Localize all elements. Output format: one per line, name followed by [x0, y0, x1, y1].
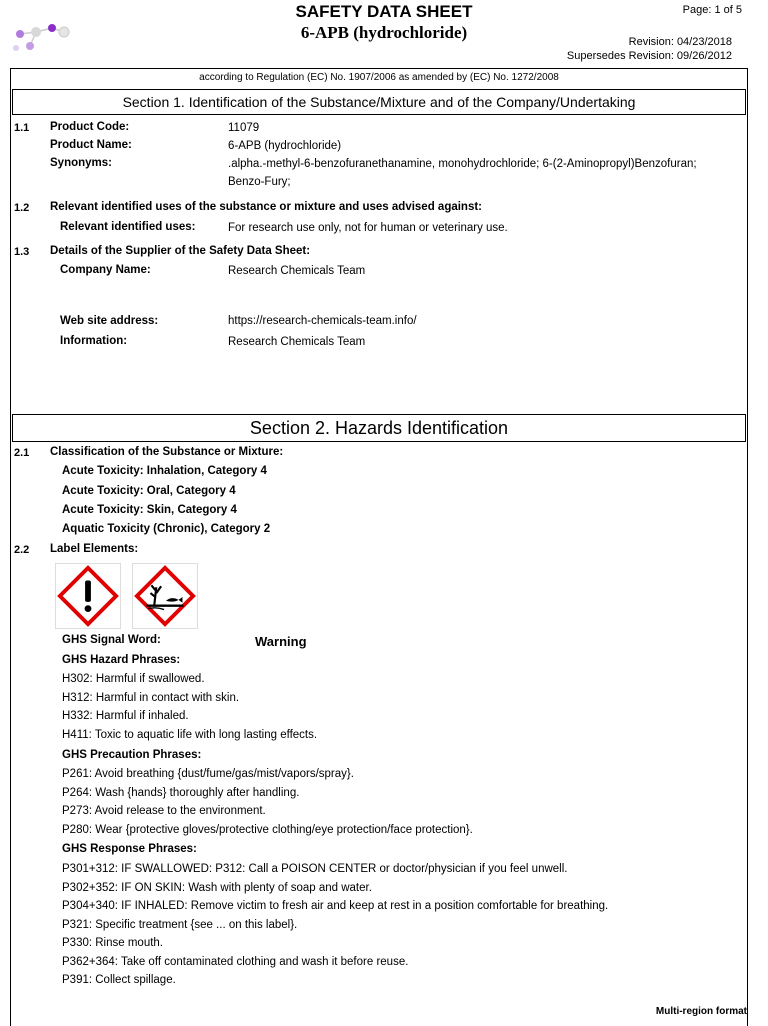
- hazard-phrase: H302: Harmful if swallowed.: [62, 673, 205, 685]
- hazard-phrase: H411: Toxic to aquatic life with long lasting effects.: [62, 729, 318, 741]
- response-phrase: P330: Rinse mouth.: [62, 937, 164, 949]
- hazard-phrases-heading: GHS Hazard Phrases:: [62, 654, 181, 666]
- product-name-value: 6-APB (hydrochloride): [228, 140, 342, 152]
- response-phrase: P362+364: Take off contaminated clothing and wash it before reuse.: [62, 956, 409, 968]
- section-1-heading: Section 1. Identification of the Substance/Mixture and of the Company/Undertaking: [12, 89, 746, 115]
- product-name-label: Product Name:: [50, 139, 132, 151]
- label-elements-heading: Label Elements:: [50, 543, 139, 555]
- section-number: 2.2: [14, 544, 30, 556]
- product-code-value: 11079: [228, 122, 260, 134]
- uses-heading: Relevant identified uses of the substance or mixture and uses advised against:: [50, 201, 483, 213]
- company-value: Research Chemicals Team: [228, 265, 366, 277]
- revision-date: Revision: 04/23/2018: [628, 36, 732, 48]
- response-phrase: P304+340: IF INHALED: Remove victim to fresh air and keep at rest in a position comfortable for breathing.: [62, 900, 609, 912]
- synonyms-label: Synonyms:: [50, 157, 112, 169]
- exclamation-mark-pictogram-icon: [55, 563, 121, 629]
- precaution-phrase: P273: Avoid release to the environment.: [62, 805, 266, 817]
- classification-item: Acute Toxicity: Skin, Category 4: [62, 504, 237, 516]
- document-title: SAFETY DATA SHEET: [295, 2, 473, 21]
- precaution-phrase: P261: Avoid breathing {dust/fume/gas/mist/vapors/spray}.: [62, 768, 354, 780]
- response-phrase: P301+312: IF SWALLOWED: P312: Call a POISON CENTER or doctor/physician if you feel unwell.: [62, 863, 568, 875]
- website-label: Web site address:: [60, 315, 159, 327]
- section-number: 1.3: [14, 246, 30, 258]
- section-number: 2.1: [14, 447, 30, 459]
- information-label: Information:: [60, 335, 128, 347]
- precaution-phrase: P264: Wash {hands} thoroughly after handling.: [62, 787, 300, 799]
- product-code-label: Product Code:: [50, 121, 130, 133]
- section-2-heading: Section 2. Hazards Identification: [12, 414, 746, 442]
- product-subtitle: 6-APB (hydrochloride): [300, 23, 468, 42]
- synonyms-value: .alpha.-methyl-6-benzofuranethanamine, monohydrochloride; 6-(2-Aminopropyl)Benzofuran;: [228, 158, 697, 170]
- classification-item: Aquatic Toxicity (Chronic), Category 2: [62, 523, 271, 535]
- uses-value: For research use only, not for human or veterinary use.: [228, 222, 508, 234]
- supersedes-date: Supersedes Revision: 09/26/2012: [566, 50, 732, 62]
- environment-pictogram-icon: [132, 563, 198, 629]
- response-phrase: P391: Collect spillage.: [62, 974, 176, 986]
- precaution-phrase: P280: Wear {protective gloves/protective clothing/eye protection/face protection}.: [62, 824, 473, 836]
- uses-label: Relevant identified uses:: [60, 221, 196, 233]
- signal-word-label: GHS Signal Word:: [62, 634, 161, 646]
- response-phrase: P302+352: IF ON SKIN: Wash with plenty of soap and water.: [62, 882, 372, 894]
- format-footer: Multi-region format: [655, 1006, 747, 1017]
- website-link[interactable]: https://research-chemicals-team.info/: [228, 315, 417, 327]
- section-number: 1.1: [14, 122, 30, 134]
- hazard-phrase: H312: Harmful in contact with skin.: [62, 692, 240, 704]
- information-value: Research Chemicals Team: [228, 336, 366, 348]
- synonyms-value-continued: Benzo-Fury;: [228, 176, 291, 188]
- supplier-heading: Details of the Supplier of the Safety Data Sheet:: [50, 245, 311, 257]
- regulation-line: according to Regulation (EC) No. 1907/2006 as amended by (EC) No. 1272/2008: [199, 72, 559, 83]
- precaution-phrases-heading: GHS Precaution Phrases:: [62, 749, 202, 761]
- hazard-phrase: H332: Harmful if inhaled.: [62, 710, 189, 722]
- company-label: Company Name:: [60, 264, 151, 276]
- page-number: Page: 1 of 5: [682, 4, 742, 16]
- section-number: 1.2: [14, 202, 30, 214]
- classification-item: Acute Toxicity: Oral, Category 4: [62, 485, 236, 497]
- classification-heading: Classification of the Substance or Mixture:: [50, 446, 284, 458]
- signal-word-value: Warning: [255, 634, 307, 649]
- classification-item: Acute Toxicity: Inhalation, Category 4: [62, 465, 267, 477]
- response-phrase: P321: Specific treatment {see ... on this label}.: [62, 919, 298, 931]
- response-phrases-heading: GHS Response Phrases:: [62, 843, 197, 855]
